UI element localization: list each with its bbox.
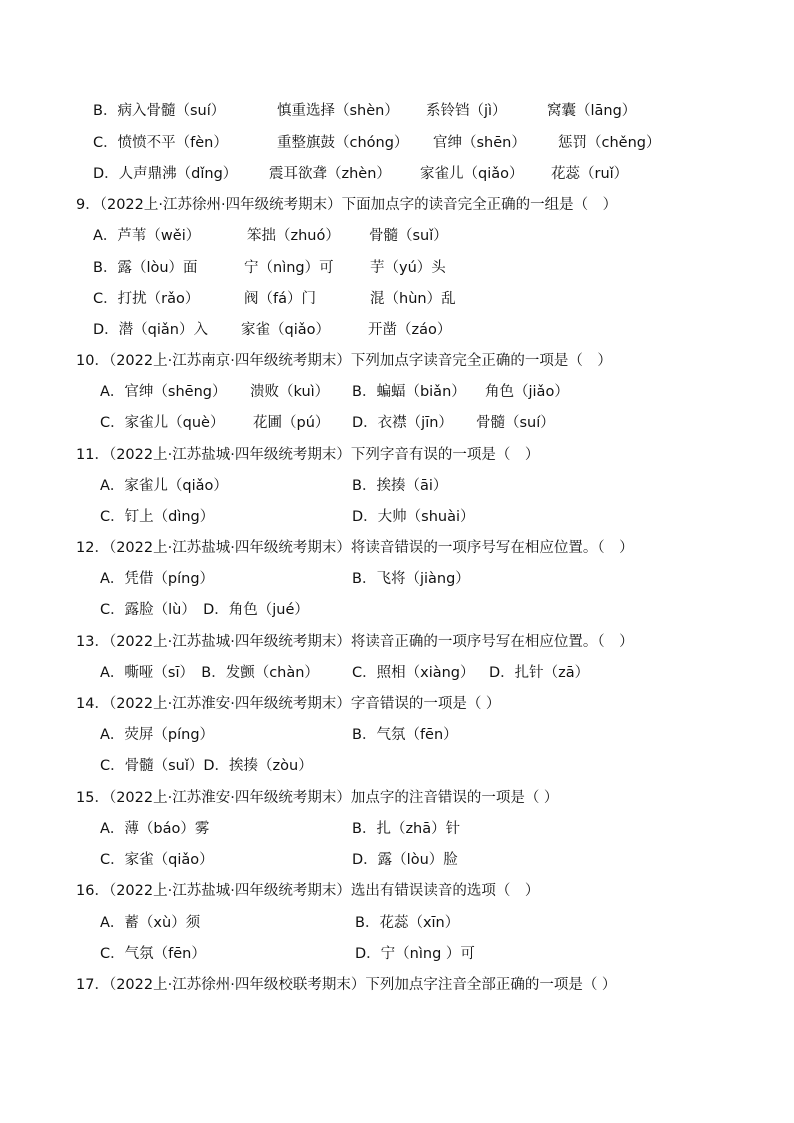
option-text: A．嘶哑（sī） B．发颤（chàn）: [100, 665, 319, 681]
option-text: C．愤愤不平（fèn）: [93, 135, 228, 151]
option-text: D．潜（qiǎn）入: [93, 322, 208, 338]
option-text: 开凿（záo）: [368, 322, 452, 338]
option-text: 宁（nìng）可: [244, 260, 334, 276]
option-text: C．照相（xiàng）: [352, 665, 475, 681]
option-text: C．骨髓（suǐ）D．挨揍（zòu）: [100, 758, 313, 774]
option-text: A．芦苇（wěi）: [93, 228, 201, 244]
option-text: 骨髓（suí）: [476, 415, 555, 431]
option-text: A．蓄（xù）须: [100, 915, 201, 931]
option-text: C．露脸（lù） D．角色（jué）: [100, 602, 309, 618]
option-text: D．露（lòu）脸: [352, 852, 458, 868]
option-text: D．扎针（zā）: [489, 665, 590, 681]
option-text: 重整旗鼓（chóng）: [277, 135, 409, 151]
question-16: 16．（2022上·江苏盐城·四年级统考期末）选出有错误读音的选项（ ）: [76, 883, 540, 899]
option-text: A．薄（báo）雾: [100, 821, 210, 837]
question-14: 14．（2022上·江苏淮安·四年级统考期末）字音错误的一项是（ ）: [76, 696, 501, 712]
option-text: B．扎（zhā）针: [352, 821, 461, 837]
option-text: 笨拙（zhuó）: [247, 228, 340, 244]
option-text: C．气氛（fēn）: [100, 946, 206, 962]
question-12: 12．（2022上·江苏盐城·四年级统考期末）将读音错误的一项序号写在相应位置。（ ）: [76, 540, 634, 556]
option-text: A．荧屏（píng）: [100, 727, 215, 743]
question-9: 9．（2022上·江苏徐州·四年级统考期末）下面加点字的读音完全正确的一组是（ ）: [76, 197, 618, 213]
option-text: 溃败（kuì）: [250, 384, 330, 400]
option-text: 花圃（pú）: [253, 415, 330, 431]
option-text: D．人声鼎沸（dǐng）: [93, 166, 238, 182]
question-10: 10．（2022上·江苏南京·四年级统考期末）下列加点字读音完全正确的一项是（ ）: [76, 353, 612, 369]
option-text: 阀（fá）门: [244, 291, 316, 307]
option-text: D．宁（nìng ）可: [355, 946, 475, 962]
option-text: C．家雀（qiǎo）: [100, 852, 214, 868]
option-text: 角色（jiǎo）: [485, 384, 569, 400]
question-11: 11．（2022上·江苏盐城·四年级统考期末）下列字音有误的一项是（ ）: [76, 447, 540, 463]
option-text: B．挨揍（āi）: [352, 478, 448, 494]
option-text: 慎重选择（shèn）: [277, 103, 399, 119]
option-text: B．露（lòu）面: [93, 260, 198, 276]
option-text: 窝囊（lāng）: [547, 103, 637, 119]
option-text: B．病入骨髓（suí）: [93, 103, 226, 119]
option-text: B．花蕊（xīn）: [355, 915, 460, 931]
option-text: 惩罚（chěng）: [558, 135, 661, 151]
question-13: 13．（2022上·江苏盐城·四年级统考期末）将读音正确的一项序号写在相应位置。（ ）: [76, 634, 634, 650]
option-text: 家雀儿（qiǎo）: [420, 166, 524, 182]
option-text: 芋（yú）头: [370, 260, 446, 276]
option-text: B．蝙蝠（biǎn）: [352, 384, 466, 400]
option-text: 官绅（shēn）: [433, 135, 526, 151]
option-text: 震耳欲聋（zhèn）: [269, 166, 391, 182]
question-17: 17．（2022上·江苏徐州·四年级校联考期末）下列加点字注音全部正确的一项是（ ）: [76, 977, 617, 993]
option-text: C．打扰（rǎo）: [93, 291, 200, 307]
option-text: D．衣襟（jīn）: [352, 415, 453, 431]
option-text: C．钉上（dìng）: [100, 509, 215, 525]
option-text: A．官绅（shēng）: [100, 384, 227, 400]
question-15: 15．（2022上·江苏淮安·四年级统考期末）加点字的注音错误的一项是（ ）: [76, 790, 559, 806]
option-text: A．家雀儿（qiǎo）: [100, 478, 228, 494]
option-text: 混（hùn）乱: [370, 291, 456, 307]
option-text: B．飞将（jiàng）: [352, 571, 470, 587]
option-text: C．家雀儿（què）: [100, 415, 225, 431]
option-text: A．凭借（píng）: [100, 571, 215, 587]
option-text: B．气氛（fēn）: [352, 727, 458, 743]
option-text: D．大帅（shuài）: [352, 509, 475, 525]
option-text: 家雀（qiǎo）: [241, 322, 330, 338]
option-text: 花蕊（ruǐ）: [551, 166, 629, 182]
option-text: 系铃铛（jì）: [426, 103, 507, 119]
option-text: 骨髓（suǐ）: [369, 228, 448, 244]
